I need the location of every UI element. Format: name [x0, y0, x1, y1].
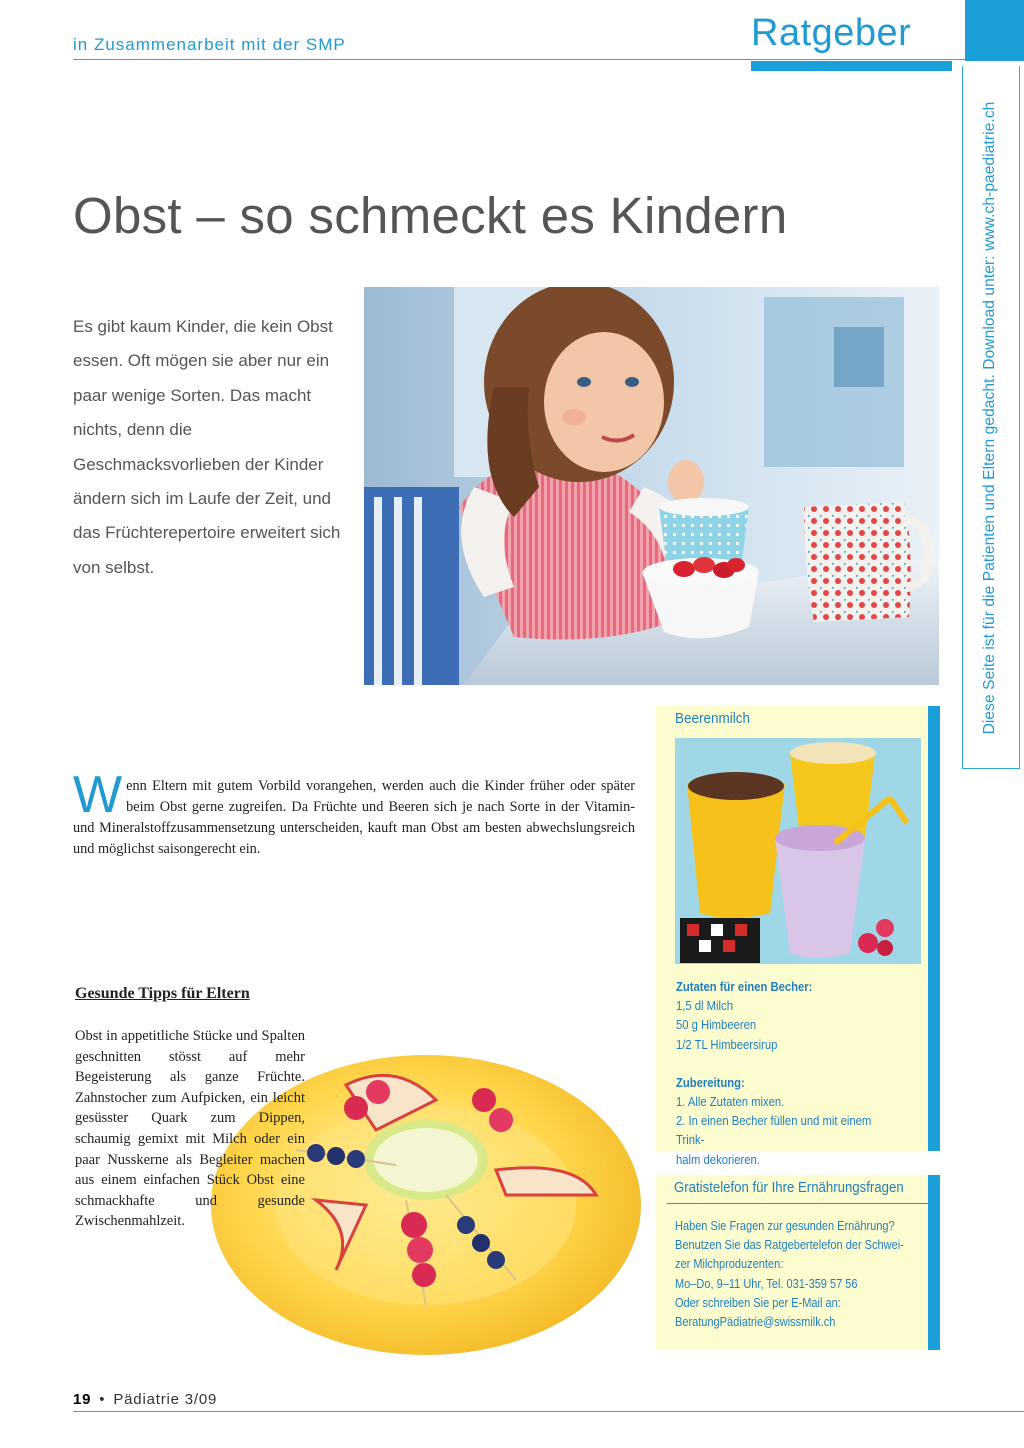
hotline-phone: Mo–Do, 9–11 Uhr, Tel. 031-359 57 56	[675, 1275, 858, 1291]
section-bar	[751, 61, 952, 71]
hotline-text	[675, 1216, 912, 1331]
ingredient-item: 1/2 TL Himbeersirup	[676, 1036, 778, 1052]
hotline-line: zer Milchproduzenten:	[675, 1256, 784, 1272]
hotline-title: Gratistelefon für Ihre Ernährungsfragen	[674, 1179, 904, 1196]
ingredient-item: 1,5 dl Milch	[676, 998, 733, 1014]
ingredients-label: Zutaten für einen Becher:	[676, 979, 813, 994]
footer	[73, 1391, 217, 1408]
section-title: Ratgeber	[751, 12, 912, 54]
body-paragraph	[73, 766, 635, 860]
step-item: halm dekorieren.	[676, 1151, 760, 1167]
intro-text: Es gibt kaum Kinder, die kein Obst essen. Oft mögen sie aber nur ein paar wenige Sorten. Das macht nichts, denn die Geschmacksvorlieben der Kinder ändern sich im Laufe der Zeit, und das Früchterepertoire erweitert sich von selbst.	[73, 317, 341, 577]
corner-block	[965, 0, 1024, 61]
header-subtitle: in Zusammenarbeit mit der SMP	[73, 35, 346, 54]
page-number: 19	[73, 1391, 92, 1408]
tips-text: Obst in appetitliche Stücke und Spalten geschnitten stösst auf mehr Begeisterung als ganze Früchte. Zahnstocher zum Aufpicken, ein leicht gesüsster Quark zum Dippen, schaumig gemixt mit Milch oder ein paar Nusskerne als Begleiter machen aus einem einfachen Stück Obst eine schmackhafte und gesunde Zwischenmahlzeit.	[75, 1028, 305, 1230]
sidebar-text: Diese Seite ist für die Patienten und Eltern gedacht. Download unter: www.ch-paediatrie.ch	[981, 101, 998, 735]
hotline-line: Haben Sie Fragen zur gesunden Ernährung?	[675, 1218, 895, 1233]
footer-rule	[73, 1411, 1024, 1412]
tips-heading: Gesunde Tipps für Eltern	[75, 985, 250, 1002]
hotline-line: Oder schreiben Sie per E-Mail an:	[675, 1294, 841, 1310]
ingredient-item: 50 g Himbeeren	[676, 1017, 757, 1033]
step-item: 1. Alle Zutaten mixen.	[676, 1094, 785, 1110]
preparation-label: Zubereitung:	[676, 1074, 745, 1090]
recipe-title: Beerenmilch	[675, 710, 751, 727]
recipe-text	[676, 977, 896, 1169]
hotline-rule	[667, 1203, 928, 1204]
page-title: Obst – so schmeckt es Kindern	[73, 187, 788, 244]
hotline-box-bar	[928, 1175, 940, 1350]
hotline-line: Benutzen Sie das Ratgebertelefon der Schwei-	[675, 1237, 904, 1253]
recipe-box-bar	[928, 706, 940, 1151]
header-rule	[73, 59, 1024, 60]
hero-photo	[364, 287, 939, 685]
footer-separator: •	[99, 1391, 106, 1408]
drop-cap: W	[73, 766, 123, 824]
body-text: enn Eltern mit gutem Vorbild vorangehen, werden auch die Kinder früher oder später beim Obst gerne zugreifen. Da Früchte und Beeren sich je nach Sorte in der Vitamin- und Mineralstoffzusammensetzung unterscheiden, kauft man Obst am besten abwechslungsreich und möglichst saisongerecht ein.	[73, 778, 635, 857]
step-item: 2. In einen Becher füllen und mit einem Trink-	[676, 1113, 872, 1148]
berry-milk-photo	[675, 738, 921, 964]
hotline-email[interactable]: BeratungPädiatrie@swissmilk.ch	[675, 1314, 836, 1330]
publication-name: Pädiatrie 3/09	[113, 1391, 218, 1408]
